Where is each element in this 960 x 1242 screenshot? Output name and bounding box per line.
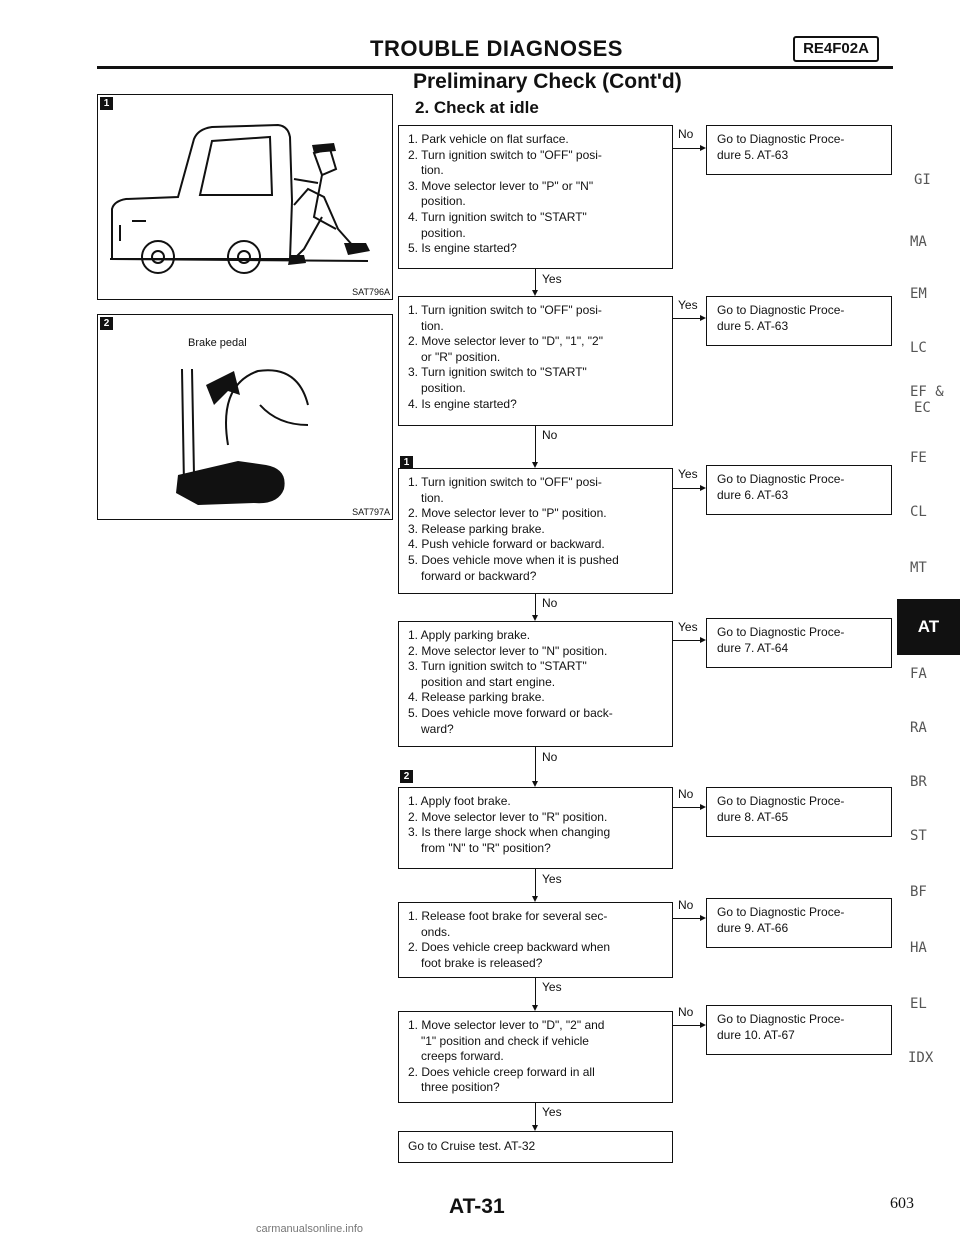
check-step-5 [398, 787, 673, 869]
page-header-title: TROUBLE DIAGNOSES [370, 36, 623, 61]
check-step-6 [398, 902, 673, 978]
connector [535, 426, 536, 464]
instruction-line: 2. Move selector lever to "P" position. [408, 506, 607, 521]
result-box: Go to Diagnostic Proce- dure 5. AT-63 [706, 296, 892, 346]
side-tab-gi[interactable]: GI [914, 172, 931, 188]
side-tab-bf[interactable]: BF [910, 884, 927, 900]
page-code: AT-31 [449, 1195, 505, 1218]
instruction-line: 3. Release parking brake. [408, 521, 545, 536]
connector [535, 978, 536, 1007]
flow-marker: 2 [400, 770, 413, 783]
connector [535, 1103, 536, 1127]
instruction-line: 2. Move selector lever to "R" position. [408, 809, 608, 824]
branch-label: No [678, 127, 694, 141]
figure-label: Brake pedal [188, 337, 247, 349]
result-box: Go to Diagnostic Proce- dure 10. AT-67 [706, 1005, 892, 1055]
result-box: Go to Diagnostic Proce- dure 5. AT-63 [706, 125, 892, 175]
branch-label: No [542, 428, 558, 442]
side-tab-el[interactable]: EL [910, 996, 927, 1012]
step-instructions [408, 628, 664, 737]
side-tab-fe[interactable]: FE [910, 450, 927, 466]
instruction-line: 3. Turn ignition switch to "START" position and start engine. [408, 659, 587, 689]
branch-label: Yes [678, 298, 698, 312]
step-instructions [408, 303, 664, 412]
side-tab-mt[interactable]: MT [910, 560, 927, 576]
side-tab-idx[interactable]: IDX [908, 1050, 934, 1066]
header-rule [97, 66, 893, 69]
page-subtitle: Preliminary Check (Cont'd) [413, 70, 682, 93]
connector [535, 594, 536, 617]
final-step: Go to Cruise test. AT-32 [398, 1131, 673, 1163]
side-tab-ec[interactable]: EC [914, 400, 931, 416]
connector [673, 1025, 703, 1026]
instruction-line: 5. Is engine started? [408, 241, 517, 256]
connector [673, 807, 703, 808]
instruction-line: 1. Turn ignition switch to "OFF" posi- tion. [408, 303, 602, 333]
branch-label: Yes [542, 1105, 562, 1119]
check-step-7 [398, 1011, 673, 1103]
instruction-line: 3. Turn ignition switch to "START" position. [408, 365, 587, 395]
instruction-line: 1. Move selector lever to "D", "2" and "1" position and check if vehicle creeps forward. [408, 1018, 605, 1064]
flow-marker: 1 [400, 456, 413, 469]
side-tab-lc[interactable]: LC [910, 340, 927, 356]
step-instructions [408, 475, 664, 584]
check-step-2 [398, 296, 673, 426]
section-heading: 2. Check at idle [415, 98, 539, 117]
watermark: carmanualsonline.info [256, 1223, 364, 1235]
side-tab-em[interactable]: EM [910, 286, 927, 302]
result-box: Go to Diagnostic Proce- dure 6. AT-63 [706, 465, 892, 515]
instruction-line: 2. Move selector lever to "D", "1", "2" or "R" position. [408, 334, 603, 364]
vehicle-illustration [108, 109, 378, 279]
check-step-1 [398, 125, 673, 269]
figure-code: SAT797A [352, 507, 390, 517]
instruction-line: 3. Move selector lever to "P" or "N" position. [408, 178, 594, 209]
instruction-line: 1. Turn ignition switch to "OFF" posi- tion. [408, 475, 602, 505]
branch-label: Yes [678, 620, 698, 634]
instruction-line: 2. Turn ignition switch to "OFF" posi- tion. [408, 147, 602, 178]
branch-label: No [678, 898, 694, 912]
check-step-4 [398, 621, 673, 747]
instruction-line: 1. Release foot brake for several sec- onds. [408, 909, 608, 939]
connector [673, 918, 703, 919]
brake-pedal-illustration [158, 365, 368, 515]
side-tab-at[interactable]: AT [897, 599, 960, 655]
result-box: Go to Diagnostic Proce- dure 7. AT-64 [706, 618, 892, 668]
side-tab-ma[interactable]: MA [910, 234, 927, 250]
connector [673, 640, 703, 641]
instruction-line: 1. Apply parking brake. [408, 628, 531, 642]
figure-push-vehicle [97, 94, 393, 300]
instruction-line: 4. Turn ignition switch to "START" position. [408, 209, 587, 240]
step-instructions [408, 1018, 664, 1096]
instruction-line: 1. Apply foot brake. [408, 794, 511, 808]
instruction-line: 2. Does vehicle creep backward when foot brake is released? [408, 940, 611, 970]
figure-code: SAT796A [352, 287, 390, 297]
instruction-line: 2. Does vehicle creep forward in all three position? [408, 1064, 595, 1095]
connector [535, 747, 536, 783]
branch-label: Yes [542, 980, 562, 994]
connector [535, 269, 536, 292]
side-tab-cl[interactable]: CL [910, 504, 927, 520]
side-tab-br[interactable]: BR [910, 774, 927, 790]
instruction-line: 1. Park vehicle on flat surface. [408, 132, 569, 146]
step-instructions [408, 794, 664, 856]
side-tab-ra[interactable]: RA [910, 720, 927, 736]
branch-label: Yes [542, 272, 562, 286]
figure-marker: 2 [100, 317, 113, 330]
instruction-line: 5. Does vehicle move forward or back- ward? [408, 705, 613, 736]
connector [673, 148, 703, 149]
connector [673, 318, 703, 319]
branch-label: Yes [678, 467, 698, 481]
instruction-line: 2. Move selector lever to "N" position. [408, 643, 608, 658]
branch-label: No [542, 596, 558, 610]
instruction-line: 4. Release parking brake. [408, 690, 545, 705]
figure-brake-pedal [97, 314, 393, 520]
branch-label: No [678, 787, 694, 801]
instruction-line: 3. Is there large shock when changing from "N" to "R" position? [408, 825, 611, 855]
branch-label: No [678, 1005, 694, 1019]
side-tab-st[interactable]: ST [910, 828, 927, 844]
step-instructions [408, 909, 664, 971]
connector [673, 488, 703, 489]
instruction-line: 4. Push vehicle forward or backward. [408, 537, 605, 552]
side-tab-ha[interactable]: HA [910, 940, 927, 956]
check-step-3 [398, 468, 673, 594]
figure-marker: 1 [100, 97, 113, 110]
branch-label: No [542, 750, 558, 764]
result-box: Go to Diagnostic Proce- dure 9. AT-66 [706, 898, 892, 948]
side-tab-fa[interactable]: FA [910, 666, 927, 682]
instruction-line: 4. Is engine started? [408, 396, 517, 411]
page-number: 603 [890, 1195, 914, 1212]
result-box: Go to Diagnostic Proce- dure 8. AT-65 [706, 787, 892, 837]
instruction-line: 5. Does vehicle move when it is pushed forward or backward? [408, 552, 619, 583]
side-tab-ef[interactable]: EF & [910, 384, 944, 400]
step-instructions [408, 132, 664, 257]
branch-label: Yes [542, 872, 562, 886]
model-code-badge: RE4F02A [793, 36, 879, 62]
connector [535, 869, 536, 898]
